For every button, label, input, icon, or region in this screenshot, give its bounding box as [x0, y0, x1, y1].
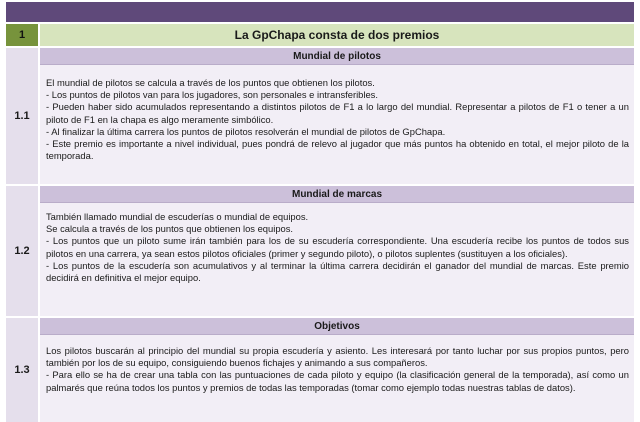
- body-line: Los pilotos buscarán al principio del mundial su propia escudería y asiento. Les interesará por tanto luchar por sus propios puntos, pero también por los de su equipo, consiguiendo buenos fichajes y animando a sus compañeros.: [46, 345, 629, 369]
- section-title: Mundial de marcas: [40, 186, 634, 203]
- body-line: Se calcula a través de los puntos que obtienen los equipos.: [46, 223, 294, 235]
- body-line: - Para ello se ha de crear una tabla con las puntuaciones de cada piloto y equipo (la clasificación general de la temporada), así como un palmarés que reúna todos los puntos y premios de todas las temporadas (tomar como ejemplo todas nuestras tablas de datos).: [46, 369, 629, 393]
- section-box: [40, 318, 634, 422]
- section-box: [40, 186, 634, 316]
- body-line: - Los puntos de pilotos van para los jugadores, son personales e intransferibles.: [46, 89, 378, 101]
- body-line: El mundial de pilotos se calcula a través de los puntos que obtienen los pilotos.: [46, 77, 375, 88]
- body-line: - Los puntos que un piloto sume irán también para los de su escudería correspondiente. Una escudería recibe los puntos de todos sus pilotos en una carrera, ya sean estos pilotos oficiales (primer y segundo piloto), o pilotos suplentes (sustituyen a los oficiales).: [46, 235, 629, 259]
- section-number: 1.2: [6, 186, 38, 316]
- main-header-row: [6, 24, 634, 46]
- body-line: - Pueden haber sido acumulados representando a distintos pilotos de F1 a lo largo del mundial. Representar a pilotos de F1 o tener a un piloto de F1 en la chapa es algo meramente simbólico.: [46, 101, 629, 125]
- section-number: 1.3: [6, 318, 38, 422]
- section-title: Objetivos: [40, 318, 634, 335]
- section-objetivos: [6, 318, 634, 422]
- main-row-number: 1: [6, 24, 38, 46]
- section-mundial-marcas: [6, 186, 634, 316]
- section-body: [40, 203, 634, 284]
- section-body: [40, 65, 634, 162]
- section-box: [40, 48, 634, 184]
- section-number: 1.1: [6, 48, 38, 184]
- document-table: [6, 0, 634, 422]
- section-mundial-pilotos: [6, 48, 634, 184]
- body-line: - Al finalizar la última carrera los puntos de pilotos resolverán el mundial de pilotos de GpChapa.: [46, 125, 446, 137]
- section-title: Mundial de pilotos: [40, 48, 634, 65]
- table-top-bar: [6, 2, 634, 22]
- body-line: También llamado mundial de escuderías o mundial de equipos.: [46, 211, 309, 222]
- body-line: - Este premio es importante a nivel individual, pues pondrá de relevo al jugador que más puntos ha obtenido en total, el mejor piloto de la temporada.: [46, 138, 629, 162]
- main-row-title: La GpChapa consta de dos premios: [40, 24, 634, 46]
- body-line: - Los puntos de la escudería son acumulativos y al terminar la última carrera decidirán el ganador del mundial de marcas. Este premio decidirá en definitiva el mejor equipo.: [46, 259, 629, 284]
- section-body: [40, 335, 634, 394]
